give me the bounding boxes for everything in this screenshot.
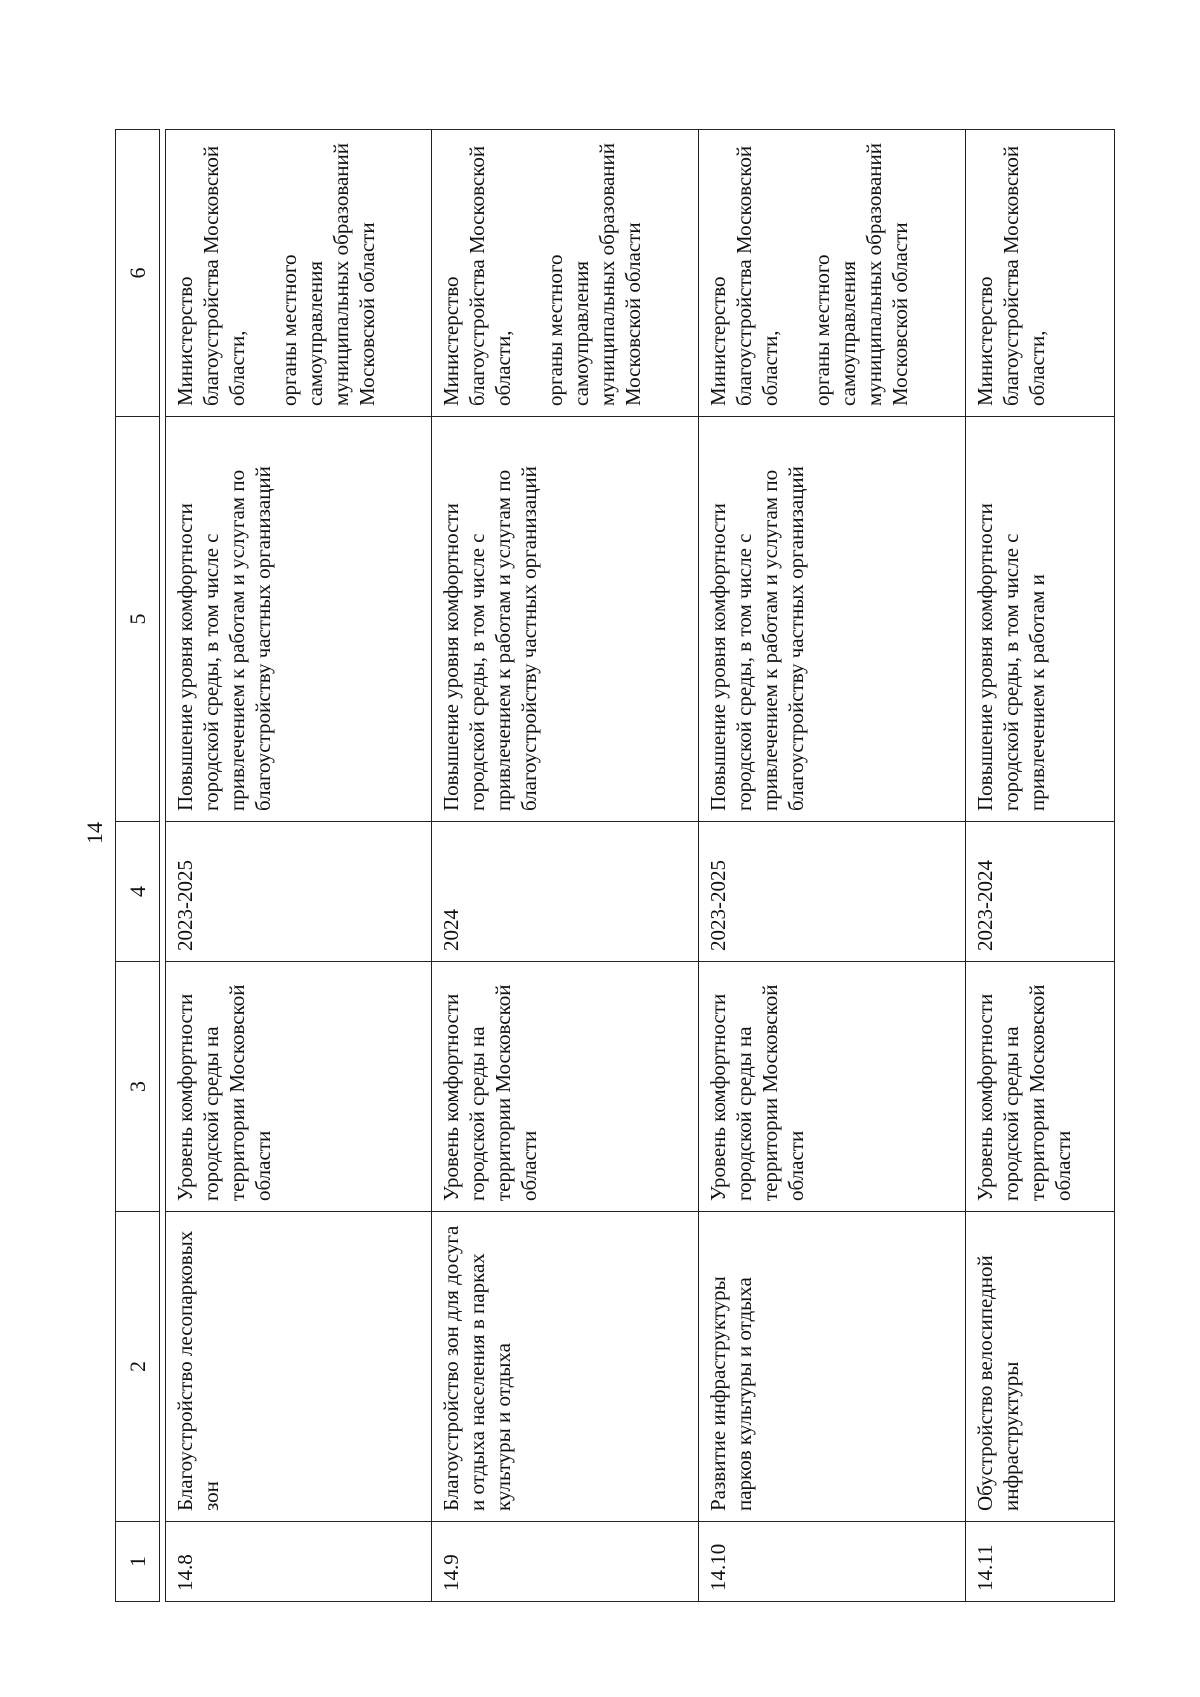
header-col-3: 3 <box>116 962 160 1212</box>
table-row <box>432 130 699 1602</box>
measure-name: Развитие инфраструктуры парков культуры и отдыха <box>699 1212 966 1522</box>
measure-name: Благоустройство зон для досуга и отдыха населения в парках культуры и отдыха <box>432 1212 699 1522</box>
period: 2024 <box>432 822 699 962</box>
indicator: Уровень комфортности городской среды на территории Московской области <box>165 962 432 1212</box>
table-row <box>965 130 1114 1602</box>
period: 2023-2024 <box>965 822 1114 962</box>
period: 2023-2025 <box>699 822 966 962</box>
row-number: 14.8 <box>165 1522 432 1602</box>
executor-ministry: Министерство благоустройства Московской области, <box>172 145 249 406</box>
executors <box>965 130 1114 417</box>
indicator: Уровень комфортности городской среды на территории Московской области <box>432 962 699 1212</box>
period: 2023-2025 <box>165 822 432 962</box>
header-col-6: 6 <box>116 130 160 417</box>
executors <box>699 130 966 417</box>
header-row <box>116 130 160 1602</box>
row-number: 14.10 <box>699 1522 966 1602</box>
executor-ministry: Министерство благоустройства Московской области, <box>972 145 1049 406</box>
indicator: Уровень комфортности городской среды на территории Московской области <box>699 962 966 1212</box>
header-col-1: 1 <box>116 1522 160 1602</box>
header-col-2: 2 <box>116 1212 160 1522</box>
header-col-4: 4 <box>116 822 160 962</box>
row-number: 14.11 <box>965 1522 1114 1602</box>
executors <box>432 130 699 417</box>
table-row <box>165 130 432 1602</box>
table-row <box>699 130 966 1602</box>
executor-local: органы местного самоуправления муниципальных образований Московской области <box>810 143 913 406</box>
page-number: 14 <box>82 822 107 844</box>
row-number: 14.9 <box>432 1522 699 1602</box>
header-col-5: 5 <box>116 417 160 822</box>
measure-name: Обустройство велосипедной инфраструктуры <box>965 1212 1114 1522</box>
result: Повышение уровня комфортности городской среды, в том числе с привлечением к работам и услугам по благоустройству частных организаций <box>165 417 432 822</box>
executors <box>165 130 432 417</box>
measures-table <box>115 129 1115 1602</box>
result: Повышение уровня комфортности городской среды, в том числе с привлечением к работам и услугам по благоустройству частных организаций <box>699 417 966 822</box>
executor-local: органы местного самоуправления муниципальных образований Московской области <box>276 143 379 406</box>
executor-ministry: Министерство благоустройства Московской области, <box>439 145 516 406</box>
executor-local: органы местного самоуправления муниципальных образований Московской области <box>543 143 646 406</box>
measure-name: Благоустройство лесопарковых зон <box>165 1212 432 1522</box>
result: Повышение уровня комфортности городской среды, в том числе с привлечением к работам и услугам по благоустройству частных организаций <box>432 417 699 822</box>
executor-ministry: Министерство благоустройства Московской области, <box>706 145 783 406</box>
table-container <box>115 130 1115 1602</box>
result: Повышение уровня комфортности городской среды, в том числе с привлечением к работам и <box>965 417 1114 822</box>
indicator: Уровень комфортности городской среды на территории Московской области <box>965 962 1114 1212</box>
